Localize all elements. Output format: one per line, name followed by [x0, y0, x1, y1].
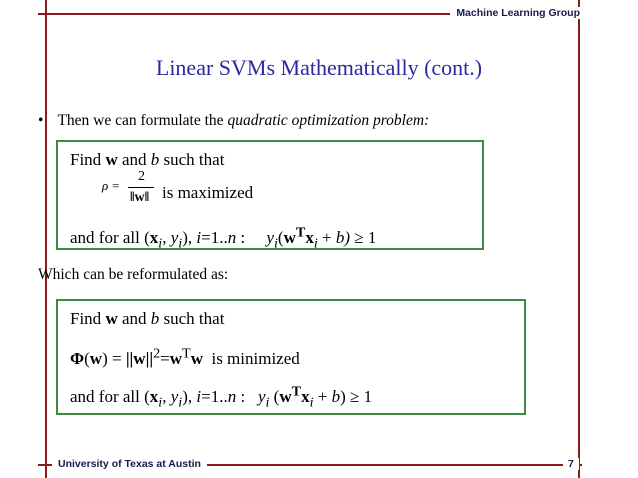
reformulate-text: Which can be reformulated as: [38, 266, 229, 283]
slide-title: Linear SVMs Mathematically (cont.) [155, 55, 483, 80]
university-label: University of Texas at Austin [52, 458, 207, 470]
rho-equals: = [112, 178, 120, 193]
rho-symbol: ρ [102, 178, 109, 193]
box2-line3 [70, 383, 372, 411]
box1-line3-text: and for all ($x_i$, $y_i$), i=1..n : $y_i(w^Tx_i + b) \ge 1$ [70, 224, 377, 252]
fraction-numerator: 2 [138, 169, 145, 184]
bullet-icon: • [38, 112, 44, 129]
box2-line2 [70, 345, 300, 369]
box1-line1-text: Find w and b such that [70, 150, 225, 169]
bullet-text: Then we can formulate the [57, 112, 228, 129]
bullet-emphasis: quadratic optimization problem: [227, 112, 430, 129]
page-number: 7 [563, 458, 579, 470]
box1-line1 [70, 150, 224, 170]
box1-line3 [70, 224, 376, 252]
box2-line2-text: $\Phi(w) = ||w||^2=w^Tw$ is minimized [70, 345, 300, 368]
box2-line1-text: Find w and b such that [70, 309, 225, 328]
bullet-point [38, 112, 429, 130]
fraction-denominator: ‖w‖ [130, 190, 150, 205]
box2-line1 [70, 309, 224, 329]
fraction-bar [128, 187, 154, 188]
group-label: Machine Learning Group [450, 7, 586, 19]
box2-line3-text: and for all ($x_i$, $y_i$), i=1..n : $y_i$ $(w^Tx_i + b) \ge 1$ [70, 383, 373, 411]
reformulated-problem-box [56, 299, 526, 415]
optimization-problem-box [56, 140, 484, 250]
maximized-text: is maximized [162, 183, 254, 202]
